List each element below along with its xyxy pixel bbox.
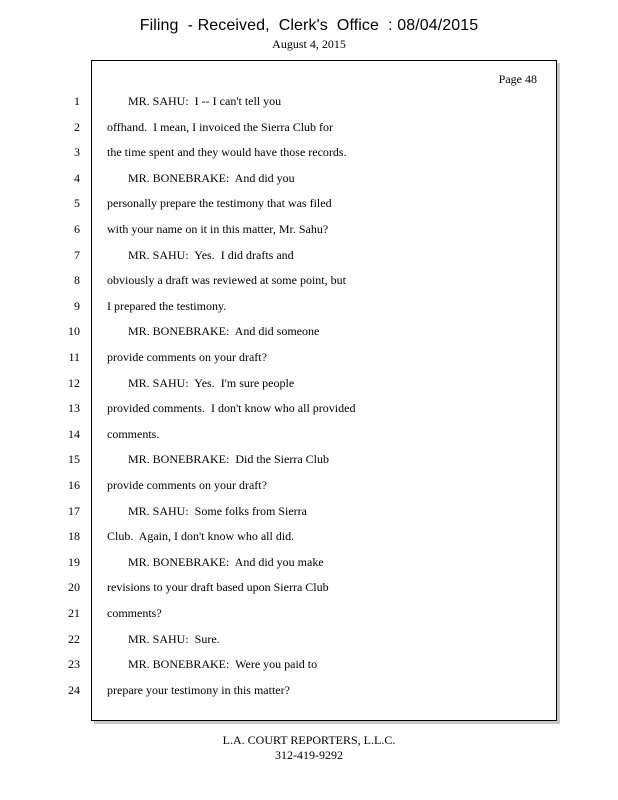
line-number: 1 bbox=[74, 94, 80, 108]
line-number: 13 bbox=[68, 401, 80, 416]
line-text: revisions to your draft based upon Sierra Club bbox=[107, 580, 329, 595]
line-text: MR. SAHU: Sure. bbox=[107, 631, 220, 646]
line-number: 23 bbox=[68, 657, 80, 672]
line-text: MR. SAHU: Some folks from Sierra bbox=[107, 503, 307, 518]
line-text: MR. BONEBRAKE: And did someone bbox=[107, 324, 320, 339]
line-number: 12 bbox=[68, 375, 80, 390]
line-number: 24 bbox=[68, 682, 80, 697]
line-number: 20 bbox=[68, 580, 80, 595]
line-text: comments. bbox=[107, 426, 160, 441]
line-text: offhand. I mean, I invoiced the Sierra Club for bbox=[107, 119, 334, 134]
footer-company: L.A. COURT REPORTERS, L.L.C. bbox=[222, 733, 396, 747]
filing-stamp: Filing - Received, Clerk's Office : 08/04/2015 bbox=[139, 17, 479, 34]
line-text: with your name on it in this matter, Mr. Sahu? bbox=[107, 222, 329, 236]
line-text: personally prepare the testimony that was filed bbox=[107, 196, 332, 211]
line-text: MR. BONEBRAKE: Did the Sierra Club bbox=[107, 452, 329, 467]
line-number: 6 bbox=[74, 222, 80, 236]
line-text: MR. SAHU: Yes. I'm sure people bbox=[107, 375, 295, 390]
line-text: I prepared the testimony. bbox=[107, 298, 227, 313]
line-number: 14 bbox=[68, 426, 80, 441]
line-text: Club. Again, I don't know who all did. bbox=[107, 529, 295, 544]
line-text: the time spent and they would have those records. bbox=[107, 145, 347, 160]
line-text: provide comments on your draft? bbox=[107, 478, 267, 492]
line-number: 21 bbox=[68, 606, 80, 620]
line-number: 2 bbox=[74, 119, 80, 134]
line-number: 22 bbox=[68, 631, 80, 646]
line-text: obviously a draft was reviewed at some point, but bbox=[107, 273, 346, 288]
line-number: 7 bbox=[74, 247, 80, 262]
line-number: 16 bbox=[68, 478, 80, 492]
line-text: prepare your testimony in this matter? bbox=[107, 682, 290, 697]
line-number: 18 bbox=[68, 529, 80, 544]
line-number: 11 bbox=[68, 350, 80, 364]
line-number: 15 bbox=[68, 452, 80, 467]
line-text: MR. BONEBRAKE: And did you bbox=[107, 170, 295, 185]
line-text: provided comments. I don't know who all provided bbox=[107, 401, 356, 416]
line-text: provide comments on your draft? bbox=[107, 350, 267, 364]
line-number: 4 bbox=[74, 170, 80, 185]
line-text: MR. SAHU: Yes. I did drafts and bbox=[107, 247, 294, 262]
line-number: 8 bbox=[74, 273, 80, 288]
line-number: 10 bbox=[68, 324, 80, 339]
line-number: 5 bbox=[74, 196, 80, 211]
line-text: MR. SAHU: I -- I can't tell you bbox=[107, 94, 282, 108]
line-number: 19 bbox=[68, 554, 80, 569]
line-number: 9 bbox=[74, 298, 80, 313]
line-text: comments? bbox=[107, 606, 162, 620]
footer-phone: 312-419-9292 bbox=[275, 748, 343, 762]
line-text: MR. BONEBRAKE: And did you make bbox=[107, 554, 324, 569]
line-number: 3 bbox=[74, 145, 80, 160]
line-text: MR. BONEBRAKE: Were you paid to bbox=[107, 657, 318, 672]
filing-date: August 4, 2015 bbox=[272, 37, 346, 51]
line-number: 17 bbox=[68, 503, 80, 518]
page-number: Page 48 bbox=[498, 72, 537, 86]
